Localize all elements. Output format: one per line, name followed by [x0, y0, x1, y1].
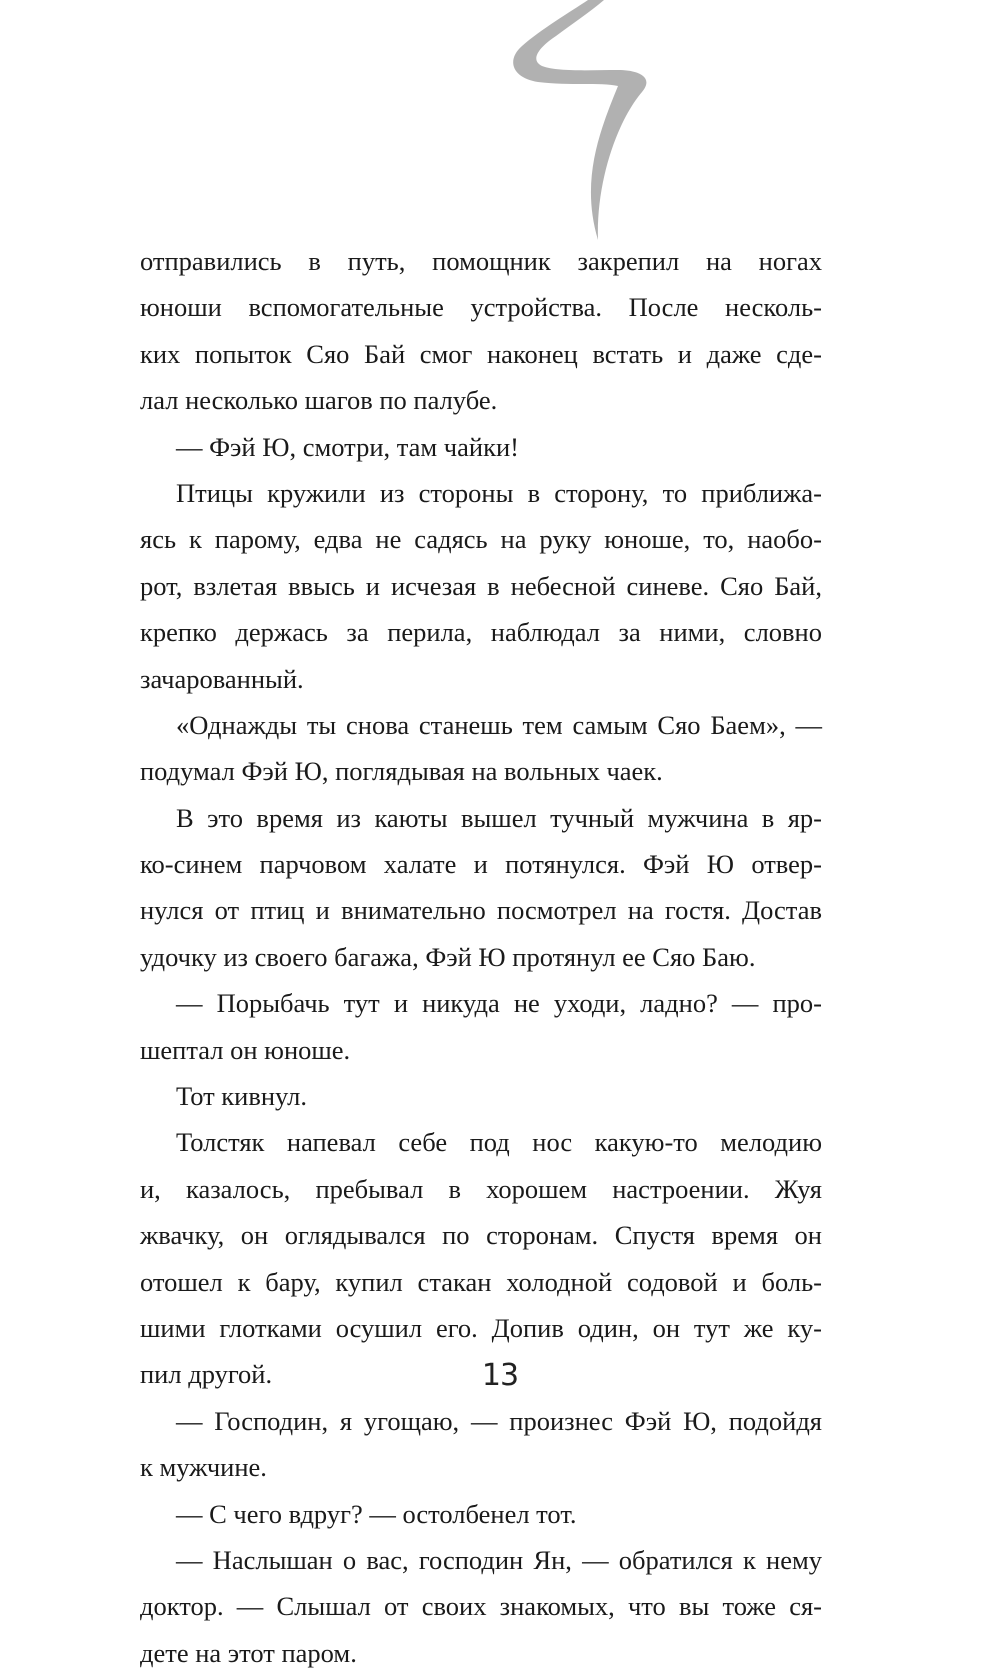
text-line: юноши вспомогательные устройства. После несколь-: [140, 292, 822, 323]
text-line: — С чего вдруг? — остолбенел тот.: [176, 1498, 577, 1529]
text-line: жвачку, он оглядывался по сторонам. Спустя время он: [140, 1220, 822, 1251]
text-line: подумал Фэй Ю, поглядывая на вольных чаек.: [140, 756, 663, 787]
body-text: [140, 238, 822, 1676]
page-number: 13: [481, 1358, 519, 1393]
text-line: — Фэй Ю, смотри, там чайки!: [176, 431, 519, 462]
text-line: пил другой.: [140, 1359, 273, 1390]
text-line: доктор. — Слышал от своих знакомых, что вы тоже ся-: [140, 1591, 822, 1622]
text-line: дете на этот паром.: [140, 1637, 357, 1668]
text-line: ко-синем парчовом халате и потянулся. Фэй Ю отвер-: [140, 849, 822, 880]
text-line: к мужчине.: [140, 1452, 267, 1483]
brush-stroke-ornament: [500, 0, 720, 250]
text-line: отошел к бару, купил стакан холодной содовой и боль-: [140, 1266, 822, 1297]
text-line: и, казалось, пребывал в хорошем настроении. Жуя: [140, 1173, 822, 1204]
text-line: — Господин, я угощаю, — произнес Фэй Ю, подойдя: [176, 1405, 822, 1436]
text-line: Птицы кружили из стороны в сторону, то приближа-: [176, 477, 822, 508]
text-line: Тот кивнул.: [176, 1081, 307, 1112]
text-line: шими глотками осушил его. Допив один, он тут же ку-: [140, 1312, 822, 1343]
text-line: удочку из своего багажа, Фэй Ю протянул ее Сяо Баю.: [140, 941, 756, 972]
text-line: ясь к парому, едва не садясь на руку юноше, то, наобо-: [140, 524, 822, 555]
text-line: рот, взлетая ввысь и исчезая в небесной синеве. Сяо Бай,: [140, 570, 822, 601]
text-line: крепко держась за перила, наблюдал за ними, словно: [140, 617, 822, 648]
text-line: отправились в путь, помощник закрепил на ногах: [140, 246, 822, 276]
text-line: зачарованный.: [140, 663, 304, 694]
text-line: лал несколько шагов по палубе.: [140, 385, 498, 416]
text-line: В это время из каюты вышел тучный мужчина в яр-: [176, 802, 822, 833]
text-line: — Порыбачь тут и никуда не уходи, ладно? — про-: [176, 988, 822, 1019]
text-line: ких попыток Сяо Бай смог наконец встать и даже сде-: [140, 338, 822, 369]
text-line: — Наслышан о вас, господин Ян, — обратился к нему: [176, 1544, 822, 1575]
text-line: Толстяк напевал себе под нос какую-то мелодию: [176, 1127, 822, 1158]
text-line: шептал он юноше.: [140, 1034, 351, 1065]
text-line: «Однажды ты снова станешь тем самым Сяо Баем», —: [176, 709, 822, 740]
text-line: нулся от птиц и внимательно посмотрел на гостя. Достав: [140, 895, 822, 926]
